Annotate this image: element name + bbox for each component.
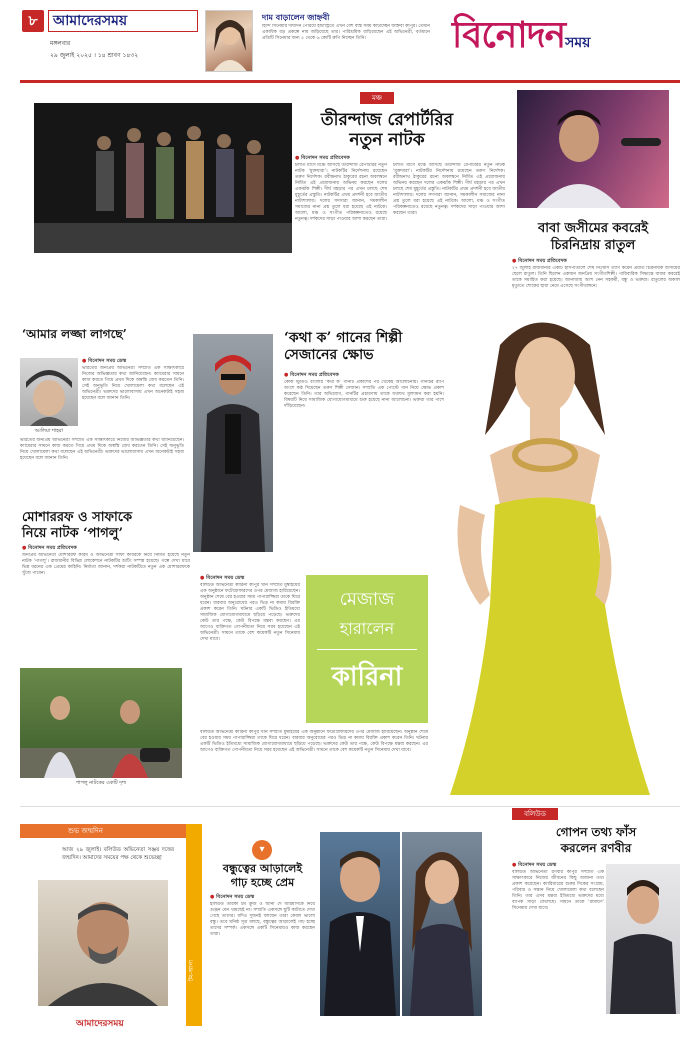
tom-byline-text: বিনোদন সময় ডেস্ক — [216, 894, 255, 900]
tom-side-label: টম-আনা — [188, 960, 195, 982]
tom-icon: ▾ — [252, 840, 272, 860]
shy-body-bottom: ভারতের জনপ্রিয় অভিনেত্রী সম্প্রতি এক সাক্ষাৎকারে নিজের অভিজ্ঞতার কথা জানিয়েছেন। ক্যামেরার সামনে কাজ করতে গিয়ে প্রথম দিকে অস্বস্তি বোধ করতেন তিনি। সেই অনুভূতি নিয়ে খোলামেলা কথা বলেছেন এই অভিনেত্রী। ভক্তদের ভালোবাসায় এখন অনেকটাই সহজ হয়েছেন বলে জানান তিনি। — [20, 438, 184, 461]
kareena-overlay — [306, 575, 428, 723]
sezan-headline-line2: সেজানের ক্ষোভ — [284, 347, 374, 363]
stage-body-right: চলতি মাসে মঞ্চে আসছে তীরন্দাজ রেপার্টরির নতুন নাটক ‘মুক্তধারা’। নাটকটির নির্দেশনায় রয়েছেন তরুণ নির্দেশক। রবীন্দ্রনাথ ঠাকুরের রচনা অবলম্বনে নির্মিত এই প্রযোজনায় অভিনয় করছেন দলের একঝাঁক শিল্পী। দীর্ঘ মহড়ার পর এখন চলছে শেষ মুহূর্তের প্রস্তুতি। নাটকটির প্রথম প্রদর্শনী হবে জাতীয় নাট্যশালায়। দলের সদস্যরা জানান, সমকালীন সমাজের নানা প্রশ্ন তুলে ধরা হয়েছে এই নাটকে। আলো, মঞ্চ ও সংগীত পরিকল্পনাতেও রয়েছে নতুনত্ব। দর্শকদের সাড়া পাওয়ার আশা করছেন তারা। — [393, 163, 505, 216]
mosharraf-body: জনপ্রিয় অভিনেতা মোশাররফ করিম ও অভিনেত্রী সাফা কবিরকে নিয়ে নির্মিত হয়েছে নতুন নাটক ‘পাগলু’। রাজধানীর বিভিন্ন লোকেশনে নাটকটির শুটিং সম্পন্ন হয়েছে। গল্পে দেখা যাবে ভিন্ন ধরনের এক প্রেমের কাহিনি। নির্মাতা জানান, দর্শকরা নাটকটিতে নতুন এক মোশাররফকে খুঁজে পাবেন। — [22, 553, 190, 576]
mosharraf-byline-text: বিনোদন সময় প্রতিবেদক — [28, 545, 77, 551]
kareena-overlay-line2: হারালেন — [339, 619, 395, 638]
ratul-body: ২৭ জুলাই রাজধানীর একটি হাসপাতালে শেষ নিঃশ্বাস ত্যাগ করেন প্রয়াত চিত্রনায়ক জসীমের ছেলে রাতুল। তিনি ছিলেন একজন জনপ্রিয় সংগীতশিল্পী। পারিবারিক সিদ্ধান্তে বাবার কবরেই তাকে সমাহিত করা হয়েছে। জানাজায় অংশ নেন সহকর্মী, বন্ধু ও ভক্তরা। রাতুলের অকাল মৃত্যুতে শোকের ছায়া নেমে এসেছে সংগীতাঙ্গনে। — [512, 266, 680, 289]
masthead-date: ২৯ জুলাই ২০২৫ । ১৪ শ্রাবণ ১৪৩২ — [50, 52, 139, 59]
tom-side-band — [186, 824, 202, 1026]
kareena-body-left: বলিউড অভিনেত্রী কারিনা কাপুর খান সম্প্রতি মুম্বাইয়ের এক অনুষ্ঠানে ফটোগ্রাফারদের ওপর মেজাজ হারিয়েছেন। অনুষ্ঠান শেষে বের হওয়ার সময় পাপারাজ্জিরা তাকে ঘিরে ধরেন। বারবার অনুরোধের পরও ভিড় না কমায় বিরক্তি প্রকাশ করেন তিনি। ঘটনার একটি ভিডিও ইতিমধ্যে সামাজিক যোগাযোগমাধ্যমে ছড়িয়ে পড়েছে। ভক্তদের কেউ তার পক্ষে, কেউ বিপক্ষে মন্তব্য করছেন। এর আগেও ব্যক্তিগত গোপনীয়তা নিয়ে সরব হয়েছেন এই অভিনেত্রী। সামনে তাকে বেশ কয়েকটি নতুন সিনেমায় দেখা যাবে। — [200, 583, 300, 642]
ratul-headline — [512, 220, 674, 254]
kareena-byline: ● বিনোদন সময় ডেস্ক — [200, 575, 245, 581]
tom-headline-line2: গাঢ় হচ্ছে প্রেম — [230, 876, 295, 889]
tom-photo — [320, 832, 400, 1016]
birthday-body: আজ ২৯ জুলাই। বলিউড অভিনেতা সঞ্জয় দত্তের জন্মদিন। আমাদের সময়ের পক্ষ থেকে শুভেচ্ছা — [62, 847, 174, 861]
stage-body-left: চলতি মাসে মঞ্চে আসছে তীরন্দাজ রেপার্টরির নতুন নাটক ‘মুক্তধারা’। নাটকটির নির্দেশনায় রয়েছেন তরুণ নির্দেশক। রবীন্দ্রনাথ ঠাকুরের রচনা অবলম্বনে নির্মিত এই প্রযোজনায় অভিনয় করছেন দলের একঝাঁক শিল্পী। দীর্ঘ মহড়ার পর এখন চলছে শেষ মুহূর্তের প্রস্তুতি। নাটকটির প্রথম প্রদর্শনী হবে জাতীয় নাট্যশালায়। দলের সদস্যরা জানান, সমকালীন সমাজের নানা প্রশ্ন তুলে ধরা হয়েছে এই নাটকে। আলো, মঞ্চ ও সংগীত পরিকল্পনাতেও রয়েছে নতুনত্ব। দর্শকদের সাড়া পাওয়ার আশা করছেন তারা। — [295, 163, 387, 222]
ranbir-tag: বলিউড — [512, 808, 558, 820]
tom-headline-line1: বন্ধুত্বের আড়ালেই — [222, 862, 303, 875]
stage-tag: মঞ্চ — [360, 92, 394, 104]
janhvi-photo — [205, 10, 253, 72]
kareena-photo — [430, 305, 680, 795]
ratul-photo — [517, 90, 669, 208]
kareena-overlay-line1: মেজাজ — [339, 589, 395, 610]
stage-byline-text: বিনোদন সময় প্রতিবেদক — [301, 155, 350, 161]
mosharraf-headline-line1: মোশাররফ ও সাফাকে — [22, 510, 133, 525]
section-title-small: সময় — [565, 35, 591, 51]
sezan-byline: ● বিনোদন সময় প্রতিবেদক — [284, 372, 339, 378]
stage-headline-line2: নতুন নাটক — [349, 130, 425, 150]
shy-headline: ‘আমার লজ্জা লাগছে’ — [22, 327, 127, 341]
ranbir-headline-line1: গোপন তথ্য ফাঁস — [555, 825, 637, 839]
ranbir-photo — [606, 864, 680, 1014]
section-title-main: বিনোদন — [452, 14, 566, 56]
ranbir-byline-text: বিনোদন সময় ডেস্ক — [518, 862, 557, 868]
ratul-headline-line1: বাবা জসীমের কবরেই — [537, 221, 649, 236]
shy-photo — [20, 358, 78, 426]
masthead-page-number: ৮ — [22, 10, 44, 32]
masthead-rule — [20, 80, 680, 83]
ranbir-headline-line2: করলেন রণবীর — [560, 841, 632, 855]
top-news-title: দাম বাড়ালেন জাহ্নবী — [262, 13, 330, 22]
tom-headline — [210, 862, 315, 890]
shy-byline: ● বিনোদন সময় ডেস্ক — [82, 358, 127, 364]
mosharraf-photo-caption: পাগলু নাটকের একটি দৃশ্য — [75, 780, 127, 786]
tom-byline: ● বিনোদন সময় ডেস্ক — [210, 894, 255, 900]
mosharraf-photo — [20, 668, 182, 778]
ranbir-headline — [512, 824, 680, 856]
mid-rule — [20, 806, 680, 807]
ranbir-body: বলিউড অভিনেতা রণবীর কাপুর সম্প্রতি এক সাক্ষাৎকারে নিজের জীবনের কিছু অজানা তথ্য প্রকাশ করেছেন। ক্যারিয়ারের শুরুর দিকের সংগ্রাম, পরিবার ও সন্তান নিয়ে খোলামেলা কথা বলেছেন তিনি। তার এসব মন্তব্য ইতিমধ্যে ভক্তদের মধ্যে ব্যাপক সাড়া ফেলেছে। সামনে তাকে ‘রামায়ণ’ সিনেমায় দেখা যাবে। — [512, 870, 604, 911]
footer-brand: আমাদেরসময় — [76, 1019, 124, 1029]
shy-photo-caption: আলিয়া শাহরা — [34, 428, 64, 434]
top-news-body: হিন্দি সিনেমার দীর্ঘদিন পেরিয়ে ইন্ডাস্ট্রিতে এখন বেশ ব্যস্ত সময় কাটাচ্ছেন জাহ্নবী কাপুর। তেমনি একাধিক বড় প্রকল্পে নাম জড়িয়েছে তার। পারিশ্রমিক বাড়িয়েছেন এই অভিনেত্রী, বর্তমানে প্রতিটি সিনেমার জন্য ৫ থেকে ৬ কোটি রুপি নিচ্ছেন তিনি। — [262, 24, 430, 41]
masthead-day: মঙ্গলবার — [50, 40, 71, 47]
ana-photo — [402, 832, 482, 1016]
shy-body: ভারতের জনপ্রিয় অভিনেত্রী সম্প্রতি এক সাক্ষাৎকারে নিজের অভিজ্ঞতার কথা জানিয়েছেন। ক্যামেরার সামনে কাজ করতে গিয়ে প্রথম দিকে অস্বস্তি বোধ করতেন তিনি। সেই অনুভূতি নিয়ে খোলামেলা কথা বলেছেন এই অভিনেত্রী। ভক্তদের ভালোবাসায় এখন অনেকটাই সহজ হয়েছেন বলে জানান তিনি। — [82, 366, 184, 401]
stage-photo — [34, 103, 292, 253]
sezan-headline-line1: ‘কথা ক’ গানের শিল্পী — [284, 330, 403, 346]
kareena-body-right: বলিউড অভিনেত্রী কারিনা কাপুর খান সম্প্রতি মুম্বাইয়ের এক অনুষ্ঠানে ফটোগ্রাফারদের ওপর মেজাজ হারিয়েছেন। অনুষ্ঠান শেষে বের হওয়ার সময় পাপারাজ্জিরা তাকে ঘিরে ধরেন। বারবার অনুরোধের পরও ভিড় না কমায় বিরক্তি প্রকাশ করেন তিনি। ঘটনার একটি ভিডিও ইতিমধ্যে সামাজিক যোগাযোগমাধ্যমে ছড়িয়ে পড়েছে। ভক্তদের কেউ তার পক্ষে, কেউ বিপক্ষে মন্তব্য করছেন। এর আগেও ব্যক্তিগত গোপনীয়তা নিয়ে সরব হয়েছেন এই অভিনেত্রী। সামনে তাকে বেশ কয়েকটি নতুন সিনেমায় দেখা যাবে। — [200, 730, 428, 753]
shy-byline-text: বিনোদন সময় ডেস্ক — [88, 358, 127, 364]
kareena-byline-text: বিনোদন সময় ডেস্ক — [206, 575, 245, 581]
mosharraf-byline: ● বিনোদন সময় প্রতিবেদক — [22, 545, 77, 551]
mosharraf-headline-line2: নিয়ে নাটক ‘পাগলু’ — [22, 526, 123, 541]
tom-body: হলিউড তারকা টম ক্রুজ ও আনা দে আরমাসকে নিয়ে গুঞ্জন যেন থামছেই না। সম্প্রতি একসঙ্গে ছুটি কাটাতে দেখা গেছে তাদের। যদিও দুজনই বলছেন তারা কেবল ভালো বন্ধু। তবে ঘনিষ্ঠ সূত্র বলছে, বন্ধুত্বের আড়ালেই গাঢ় হচ্ছে তাদের সম্পর্ক। একসঙ্গে একটি সিনেমায়ও কাজ করছেন তারা। — [210, 902, 315, 937]
sezan-byline-text: বিনোদন সময় প্রতিবেদক — [290, 372, 339, 378]
masthead-paper-name: আমাদেরসময় — [48, 10, 198, 32]
sezan-photo — [193, 334, 273, 552]
ratul-headline-line2: চিরনিদ্রায় রাতুল — [550, 238, 636, 253]
stage-headline-line1: তীরন্দাজ রেপার্টরির — [320, 110, 454, 130]
kareena-overlay-name: কারিনা — [331, 662, 403, 692]
section-title — [452, 8, 682, 68]
ratul-byline: ● বিনোদন সময় প্রতিবেদক — [512, 258, 567, 264]
ratul-byline-text: বিনোদন সময় প্রতিবেদক — [518, 258, 567, 264]
mosharraf-headline — [22, 510, 192, 542]
ranbir-byline: ● বিনোদন সময় ডেস্ক — [512, 862, 557, 868]
birthday-tag: শুভ জন্মদিন — [20, 824, 192, 838]
birthday-photo — [38, 880, 168, 1006]
stage-headline — [302, 110, 472, 150]
sezan-body: কোক স্টুডিও বাংলার ‘কথা ক’ গানটি প্রকাশের পর থেকেই আলোচনায়। গানটির র‍্যাপ অংশে কণ্ঠ দিয়েছেন তরুণ শিল্পী সেজান। সম্প্রতি এক পোস্টে গান নিয়ে ক্ষোভ প্রকাশ করেছেন তিনি। তার অভিযোগ, গানটির প্রচারণায় তাকে যথাযথ মূল্যায়ন করা হয়নি। বিষয়টি নিয়ে সামাজিক যোগাযোগমাধ্যমে শুরু হয়েছে নানা আলোচনা। ভক্তরা তার পাশে দাঁড়িয়েছেন। — [284, 380, 444, 409]
stage-byline: ● বিনোদন সময় প্রতিবেদক — [295, 155, 350, 161]
kareena-overlay-rule — [317, 649, 417, 650]
